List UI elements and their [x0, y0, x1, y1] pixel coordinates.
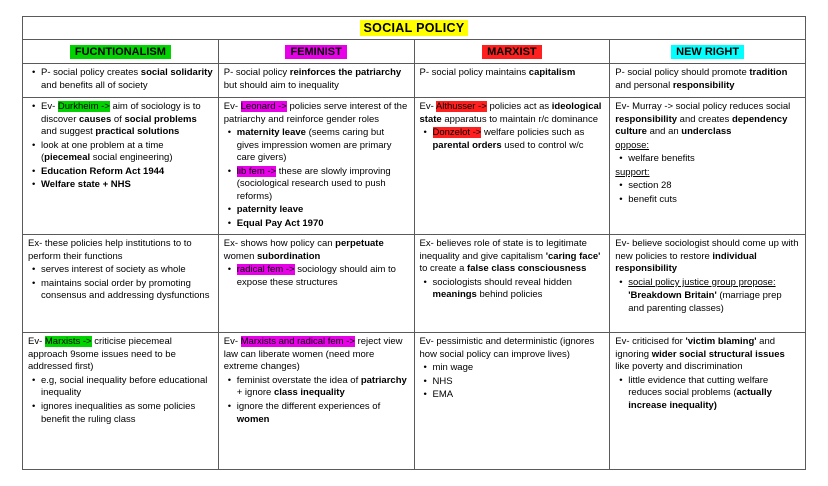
cell-text-line: P- social policy maintains capitalism: [419, 67, 576, 78]
cell-text-line: Ev- believe sociologist should come up with new policies to restore individual responsibility: [615, 238, 799, 275]
point-row: [23, 64, 806, 98]
cell-text-line: Ex- believes role of state is to legitimate inequality and give capitalism 'caring face' to create a false class consciousness: [419, 238, 601, 275]
header-row: [23, 40, 806, 64]
cell-newright-evidence: [610, 98, 806, 235]
cell-feminist-evidence: [218, 98, 414, 235]
cell-text-line: • little evidence that cutting welfare reduces social problems (actually increase inequality): [615, 375, 800, 413]
cell-text-line: Ev- pessimistic and deterministic (ignores how social policy can improve lives): [419, 336, 595, 360]
cell-text-line: • maintains social order by promoting consensus and addressing dysfunctions: [28, 278, 213, 303]
cell-functionalism-evidence: [23, 98, 219, 235]
column-header-functionalism: [23, 40, 219, 64]
cell-text-line: • lib fem -> these are slowly improving (sociological research used to push reforms): [224, 166, 409, 204]
cell-feminist-point: [218, 64, 414, 98]
cell-text-line: 'Breakdown Britain' (marriage prep and parenting classes): [628, 290, 782, 314]
cell-functionalism-explanation: [23, 235, 219, 333]
cell-text-line: • min wage: [420, 362, 605, 375]
title-row: [23, 17, 806, 40]
cell-text-line: • e.g, social inequality before educational inequality: [28, 375, 213, 400]
column-header-feminist-label: FEMINIST: [285, 45, 346, 59]
cell-text-line: • EMA: [420, 389, 605, 402]
cell-text-line: • Equal Pay Act 1970: [224, 218, 409, 231]
cell-text-line: • paternity leave: [224, 204, 409, 217]
cell-text-line: P- social policy reinforces the patriarchy but should aim to inequality: [223, 67, 402, 91]
cell-marxist-point: [414, 64, 610, 98]
cell-text-line: • maternity leave (seems caring but gives impression women are primary care givers): [224, 127, 409, 165]
cell-text-line: • ignore the different experiences of women: [224, 401, 409, 426]
cell-text-line: • radical fem -> sociology should aim to expose these structures: [224, 264, 409, 289]
cell-text-line: oppose:: [615, 139, 650, 151]
cell-text-line: • Education Reform Act 1944: [28, 166, 213, 179]
cell-text-line: • feminist overstate the idea of patriarchy + ignore class inequality: [224, 375, 409, 400]
cell-feminist-evaluation: [218, 333, 414, 470]
evidence-row: [23, 98, 806, 235]
evaluation-row: [23, 333, 806, 470]
column-header-marxist: [414, 40, 610, 64]
cell-text-line: • Ev- Durkheim -> aim of sociology is to discover causes of social problems and suggest practical solutions: [28, 101, 213, 139]
cell-text-line: • P- social policy creates social solidarity and benefits all of society: [28, 67, 213, 92]
cell-text-line: support:: [615, 166, 650, 178]
column-header-feminist: [218, 40, 414, 64]
cell-text-line: • NHS: [420, 376, 605, 389]
cell-text-line: Ev- Murray -> social policy reduces social responsibility and creates dependency culture and an underclass: [615, 101, 791, 138]
cell-text-line: • social policy justice group propose:: [615, 277, 800, 290]
column-header-newright-label: NEW RIGHT: [671, 45, 744, 59]
cell-text-line: • benefit cuts: [615, 194, 800, 207]
cell-text-line: Ex- these policies help institutions to to perform their functions: [28, 238, 192, 262]
cell-text-line: • ignores inequalities as some policies benefit the ruling class: [28, 401, 213, 426]
page-title: SOCIAL POLICY: [360, 20, 469, 36]
cell-text-line: Ev- criticised for 'victim blaming' and ignoring wider social structural issues like poverty and discrimination: [615, 336, 785, 373]
cell-newright-point: [610, 64, 806, 98]
cell-marxist-evidence: [414, 98, 610, 235]
column-header-marxist-label: MARXIST: [482, 45, 542, 59]
cell-functionalism-point: [23, 64, 219, 98]
cell-text-line: Ex- shows how policy can perpetuate women subordination: [223, 238, 384, 262]
cell-newright-explanation: [610, 235, 806, 333]
cell-text-line: • serves interest of society as whole: [28, 264, 213, 277]
explanation-row: [23, 235, 806, 333]
cell-text-line: • look at one problem at a time (piecemeal social engineering): [28, 140, 213, 165]
cell-text-line: Ev- Althusser -> policies act as ideological state apparatus to maintain r/c dominance: [419, 101, 602, 125]
cell-marxist-explanation: [414, 235, 610, 333]
cell-text-line: • Donzelot -> welfare policies such as parental orders used to control w/c: [420, 127, 605, 152]
cell-text-line: Ev- Leonard -> policies serve interest of the patriarchy and reinforce gender roles: [223, 101, 408, 125]
cell-feminist-explanation: [218, 235, 414, 333]
cell-functionalism-evaluation: [23, 333, 219, 470]
cell-text-line: • welfare benefits: [615, 153, 800, 166]
column-header-functionalism-label: FUCNTIONALISM: [70, 45, 171, 59]
cell-text-line: Ev- Marxists -> criticise piecemeal approach 9some issues need to be addressed first): [28, 336, 176, 373]
title-cell: [23, 17, 806, 40]
social-policy-table: [22, 16, 806, 470]
cell-text-line: Ev- Marxists and radical fem -> reject view law can liberate women (need more extreme changes): [223, 336, 403, 373]
cell-text-line: • sociologists should reveal hidden meanings behind policies: [420, 277, 605, 302]
cell-newright-evaluation: [610, 333, 806, 470]
cell-text-line: • Welfare state + NHS: [28, 179, 213, 192]
cell-marxist-evaluation: [414, 333, 610, 470]
cell-text-line: P- social policy should promote tradition and personal responsibility: [615, 67, 788, 91]
column-header-newright: [610, 40, 806, 64]
cell-text-line: • section 28: [615, 180, 800, 193]
